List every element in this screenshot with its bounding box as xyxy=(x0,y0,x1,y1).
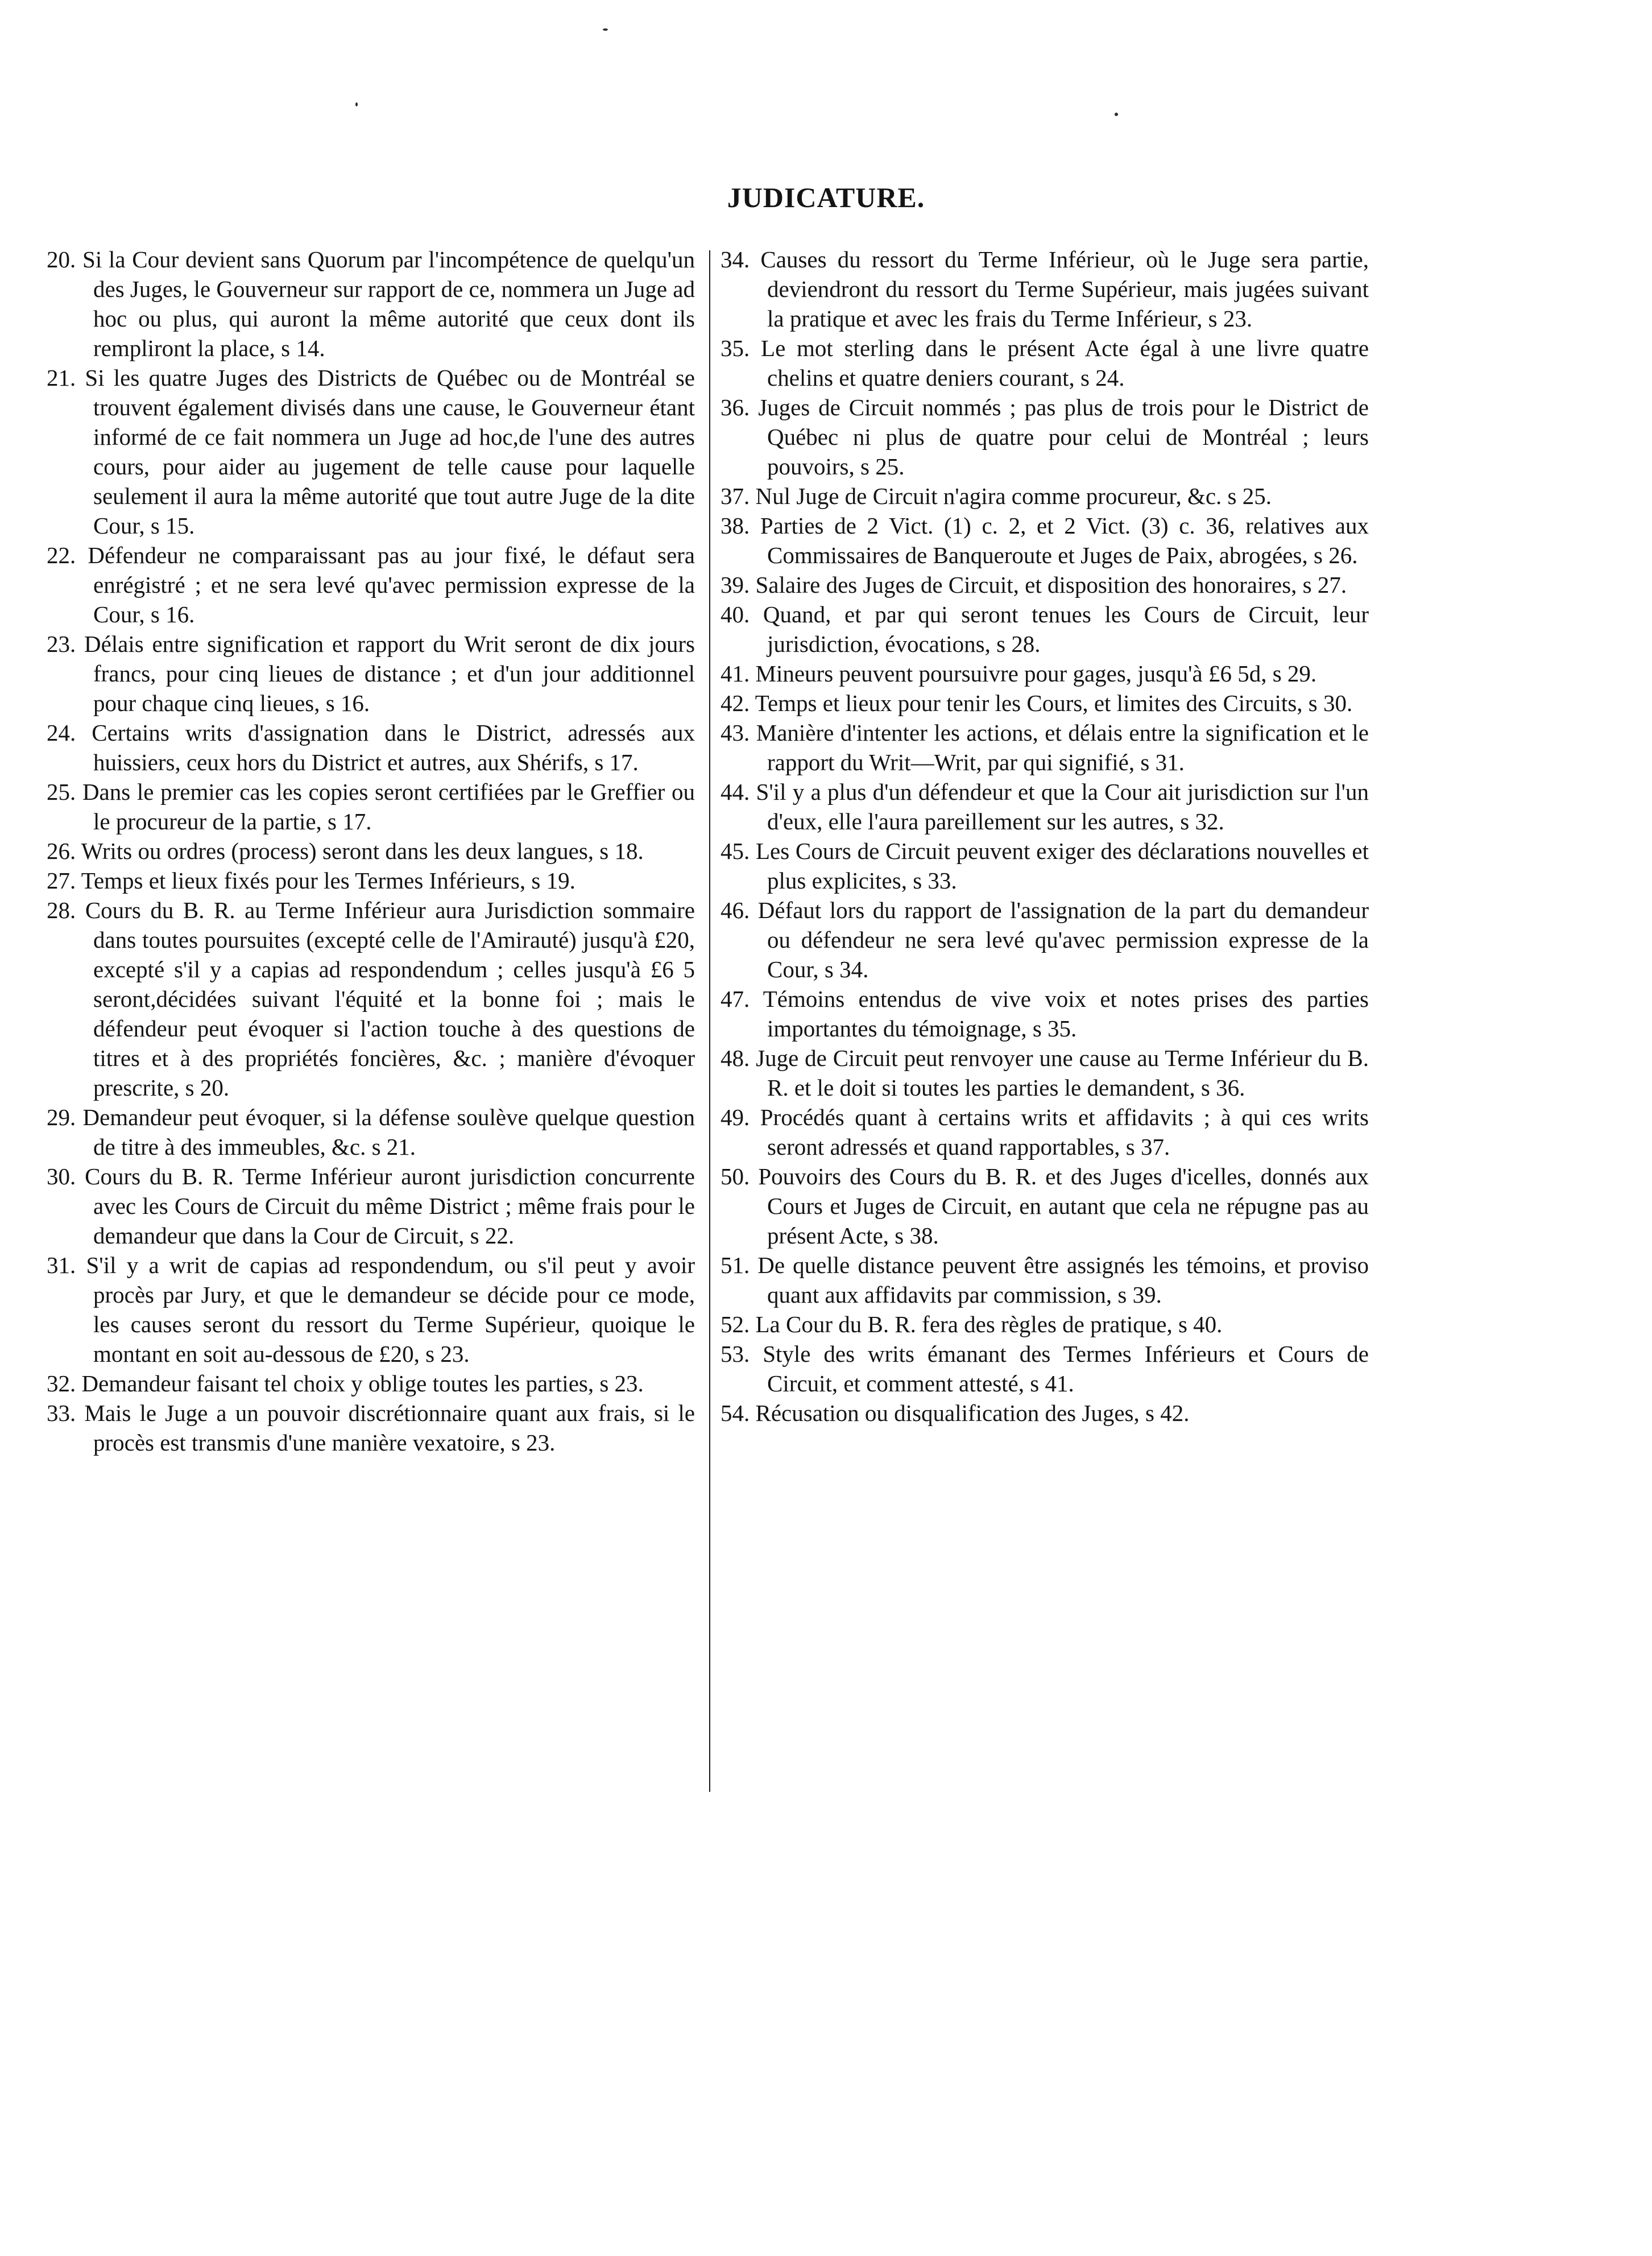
section-entry xyxy=(721,1398,1369,1428)
section-entry xyxy=(47,1250,695,1369)
section-entry xyxy=(721,1162,1369,1250)
entry-number: 20. xyxy=(47,246,76,272)
section-entry xyxy=(47,363,695,540)
entry-number: 52. xyxy=(721,1311,750,1337)
section-entry xyxy=(47,245,695,363)
ink-speck xyxy=(1115,113,1118,116)
section-entry xyxy=(47,718,695,777)
entry-number: 44. xyxy=(721,779,750,805)
entry-text: S'il y a plus d'un défendeur et que la Cour ait jurisdiction sur l'un d'eux, elle l'aura pareillement sur les autres, s 32. xyxy=(756,779,1369,834)
entry-number: 41. xyxy=(721,660,750,687)
entry-text: Pouvoirs des Cours du B. R. et des Juges d'icelles, donnés aux Cours et Juges de Circuit, en autant que cela ne répugne pas au présent Acte, s 38. xyxy=(758,1163,1369,1249)
entry-text: Juge de Circuit peut renvoyer une cause au Terme Inférieur du B. R. et le doit si toutes les parties le demandent, s 36. xyxy=(756,1045,1369,1101)
left-column xyxy=(47,245,695,1457)
entry-text: Le mot sterling dans le présent Acte égal à une livre quatre chelins et quatre deniers courant, s 24. xyxy=(761,335,1369,391)
entry-text: Quand, et par qui seront tenues les Cours de Circuit, leur jurisdiction, évocations, s 28. xyxy=(763,601,1369,657)
entry-text: Mais le Juge a un pouvoir discrétionnaire quant aux frais, si le procès est transmis d'une manière vexatoire, s 23. xyxy=(84,1400,695,1456)
entry-number: 32. xyxy=(47,1370,76,1396)
entry-text: Causes du ressort du Terme Inférieur, où le Juge sera partie, deviendront du ressort du Terme Supérieur, mais jugées suivant la pratique et avec les frais du Terme Inférieur, s 23. xyxy=(760,246,1369,332)
entry-text: Juges de Circuit nommés ; pas plus de trois pour le District de Québec ni plus de quatre pour celui de Montréal ; leurs pouvoirs, s 25. xyxy=(758,394,1369,480)
section-entry xyxy=(721,1309,1369,1339)
entry-number: 50. xyxy=(721,1163,750,1189)
entry-number: 53. xyxy=(721,1341,750,1367)
entry-number: 29. xyxy=(47,1104,76,1130)
entry-text: Cours du B. R. au Terme Inférieur aura Jurisdiction sommaire dans toutes poursuites (excepté celle de l'Amirauté) jusqu'à £20, excepté s'il y a capias ad respondendum ; celles jusqu'à £6 5 seront,décidées suivant l'équité et la bonne foi ; mais le défendeur peut évoquer si l'action touche à des questions de titres et à des propriétés foncières, &c. ; manière d'évoquer prescrite, s 20. xyxy=(85,897,695,1101)
entry-number: 47. xyxy=(721,986,750,1012)
entry-text: Writs ou ordres (process) seront dans les deux langues, s 18. xyxy=(81,838,644,864)
entry-number: 48. xyxy=(721,1045,750,1071)
entry-number: 24. xyxy=(47,720,76,746)
section-entry xyxy=(721,511,1369,570)
entry-number: 43. xyxy=(721,720,750,746)
entry-number: 54. xyxy=(721,1400,750,1426)
section-entry xyxy=(721,688,1369,718)
section-entry xyxy=(47,866,695,895)
section-entry xyxy=(721,570,1369,600)
entry-text: Récusation ou disqualification des Juges, s 42. xyxy=(755,1400,1190,1426)
section-entry xyxy=(721,392,1369,481)
entry-text: Défendeur ne comparaissant pas au jour fixé, le défaut sera enrégistré ; et ne sera levé qu'avec permission expresse de la Cour, s 16. xyxy=(88,542,695,627)
section-entry xyxy=(47,1102,695,1162)
entry-number: 35. xyxy=(721,335,750,361)
right-column xyxy=(721,245,1369,1428)
column-divider xyxy=(709,250,710,1792)
section-entry xyxy=(47,629,695,718)
page-title: JUDICATURE. xyxy=(727,181,925,213)
entry-number: 28. xyxy=(47,897,76,923)
entry-text: Nul Juge de Circuit n'agira comme procureur, &c. s 25. xyxy=(755,483,1272,509)
section-entry xyxy=(47,895,695,1102)
section-entry xyxy=(47,777,695,836)
entry-text: Défaut lors du rapport de l'assignation de la part du demandeur ou défendeur ne sera levé qu'avec permission expresse de la Cour, s 34. xyxy=(757,897,1369,982)
entry-text: De quelle distance peuvent être assignés les témoins, et proviso quant aux affidavits par commission, s 39. xyxy=(757,1252,1369,1308)
entry-text: Certains writs d'assignation dans le District, adressés aux huissiers, ceux hors du District et autres, aux Shérifs, s 17. xyxy=(92,720,695,775)
entry-number: 37. xyxy=(721,483,750,509)
entry-text: Les Cours de Circuit peuvent exiger des déclarations nouvelles et plus explicites, s 33. xyxy=(755,838,1369,894)
section-entry xyxy=(47,1398,695,1457)
entry-number: 30. xyxy=(47,1163,76,1189)
section-entry xyxy=(47,1162,695,1250)
entry-number: 40. xyxy=(721,601,750,627)
entry-number: 45. xyxy=(721,838,750,864)
section-entry xyxy=(721,1339,1369,1398)
section-entry xyxy=(721,1250,1369,1309)
ink-speck xyxy=(603,28,608,31)
entry-number: 26. xyxy=(47,838,76,864)
ink-speck xyxy=(355,102,358,106)
entry-number: 42. xyxy=(721,690,750,716)
entry-number: 31. xyxy=(47,1252,76,1278)
entry-number: 23. xyxy=(47,631,76,657)
entry-text: Délais entre signification et rapport du Writ seront de dix jours francs, pour cinq lieues de distance ; et d'un jour additionnel pour chaque cinq lieues, s 16. xyxy=(84,631,695,716)
entry-number: 39. xyxy=(721,572,750,598)
entry-text: Manière d'intenter les actions, et délais entre la signification et le rapport du Writ—Writ, par qui signifié, s 31. xyxy=(756,720,1369,775)
entry-text: Salaire des Juges de Circuit, et disposition des honoraires, s 27. xyxy=(755,572,1347,598)
section-entry xyxy=(721,600,1369,659)
section-entry xyxy=(721,481,1369,511)
entry-number: 22. xyxy=(47,542,76,568)
entry-text: Procédés quant à certains writs et affidavits ; à qui ces writs seront adressés et quand rapportables, s 37. xyxy=(760,1104,1369,1160)
two-column-body xyxy=(47,245,1369,1803)
entry-number: 21. xyxy=(47,365,76,391)
entry-number: 33. xyxy=(47,1400,76,1426)
entry-text: Si les quatre Juges des Districts de Québec ou de Montréal se trouvent également divisés dans une cause, le Gouverneur étant informé de ce fait nommera un Juge ad hoc,de l'une des autres cours, pour aider au jugement de telle cause pour laquelle seulement il aura la même autorité que tout autre Juge de la dite Cour, s 15. xyxy=(85,365,695,539)
section-entry xyxy=(721,1043,1369,1102)
section-entry xyxy=(721,836,1369,895)
entry-text: Temps et lieux fixés pour les Termes Inférieurs, s 19. xyxy=(81,867,575,894)
entry-text: La Cour du B. R. fera des règles de pratique, s 40. xyxy=(755,1311,1223,1337)
section-entry xyxy=(721,1102,1369,1162)
entry-text: S'il y a writ de capias ad respondendum, ou s'il peut y avoir procès par Jury, et que le demandeur se décide pour ce mode, les causes seront du ressort du Terme Supérieur, quoique le montant en soit au-dessous de £20, s 23. xyxy=(86,1252,695,1367)
entry-text: Demandeur faisant tel choix y oblige toutes les parties, s 23. xyxy=(81,1370,644,1396)
section-entry xyxy=(721,333,1369,392)
section-entry xyxy=(721,984,1369,1043)
entry-text: Style des writs émanant des Termes Inférieurs et Cours de Circuit, et comment attesté, s 41. xyxy=(763,1341,1369,1396)
entry-number: 34. xyxy=(721,246,750,272)
entry-text: Temps et lieux pour tenir les Cours, et limites des Circuits, s 30. xyxy=(755,690,1353,716)
section-entry xyxy=(721,718,1369,777)
entry-text: Cours du B. R. Terme Inférieur auront jurisdiction concurrente avec les Cours de Circuit du même District ; même frais pour le demandeur que dans la Cour de Circuit, s 22. xyxy=(85,1163,695,1249)
entry-number: 38. xyxy=(721,513,750,539)
entry-text: Si la Cour devient sans Quorum par l'incompétence de quelqu'un des Juges, le Gouverneur sur rapport de ce, nommera un Juge ad hoc ou plus, qui auront la même autorité que ceux dont ils rempliront la place, s 14. xyxy=(82,246,695,361)
section-entry xyxy=(721,245,1369,333)
entry-number: 25. xyxy=(47,779,76,805)
entry-number: 46. xyxy=(721,897,750,923)
section-entry xyxy=(47,1369,695,1398)
section-entry xyxy=(47,836,695,866)
entry-number: 49. xyxy=(721,1104,750,1130)
entry-text: Parties de 2 Vict. (1) c. 2, et 2 Vict. (3) c. 36, relatives aux Commissaires de Banqueroute et Juges de Paix, abrogées, s 26. xyxy=(760,513,1369,568)
section-entry xyxy=(721,659,1369,688)
entry-number: 27. xyxy=(47,867,76,894)
entry-number: 51. xyxy=(721,1252,750,1278)
section-entry xyxy=(721,895,1369,984)
entry-text: Demandeur peut évoquer, si la défense soulève quelque question de titre à des immeubles, &c. s 21. xyxy=(82,1104,695,1160)
entry-text: Dans le premier cas les copies seront certifiées par le Greffier ou le procureur de la partie, s 17. xyxy=(82,779,695,834)
entry-text: Témoins entendus de vive voix et notes prises des parties importantes du témoignage, s 35. xyxy=(763,986,1369,1042)
section-entry xyxy=(47,540,695,629)
entry-text: Mineurs peuvent poursuivre pour gages, jusqu'à £6 5d, s 29. xyxy=(755,660,1317,687)
entry-number: 36. xyxy=(721,394,750,420)
section-entry xyxy=(721,777,1369,836)
